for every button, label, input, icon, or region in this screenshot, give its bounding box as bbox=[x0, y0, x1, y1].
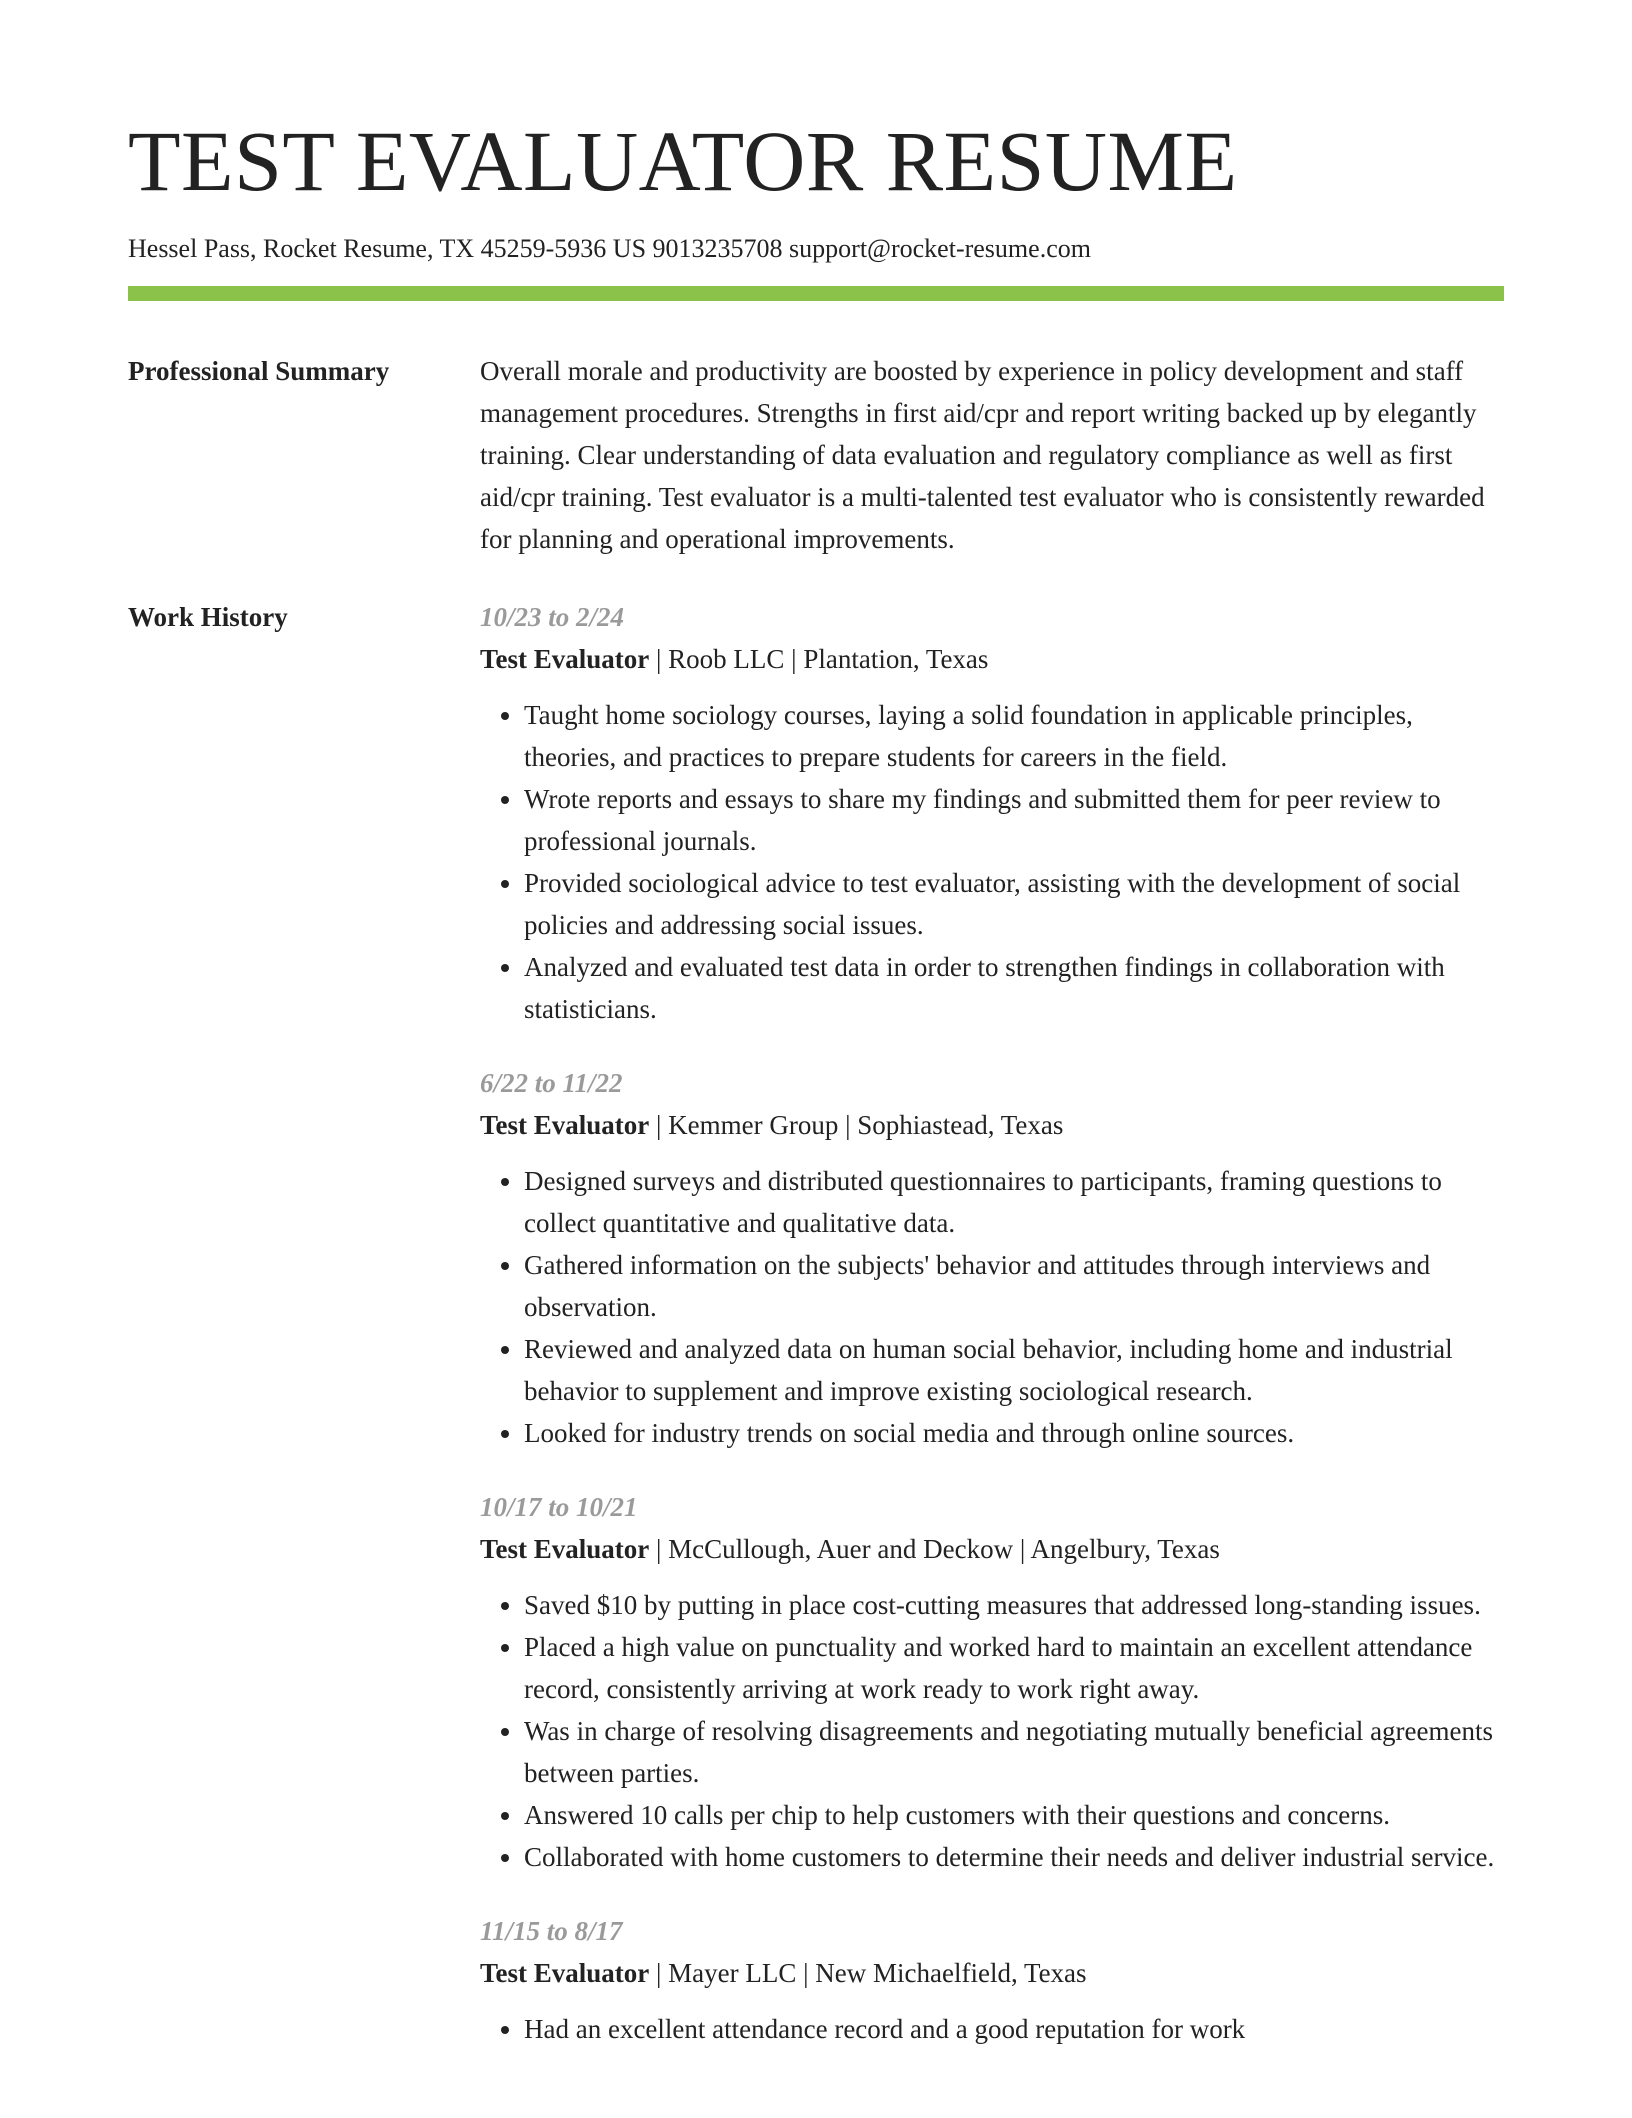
job-bullet-list bbox=[480, 1584, 1504, 1878]
job-bullet: • Designed surveys and distributed questionnaires to participants, framing questions to collect quantitative and qualitative data. bbox=[524, 1160, 1504, 1244]
job-company-location: | Mayer LLC | New Michaelfield, Texas bbox=[649, 1958, 1087, 1988]
job-title: Test Evaluator bbox=[480, 1958, 650, 1988]
job-title: Test Evaluator bbox=[480, 644, 650, 674]
job-company-location: | Kemmer Group | Sophiastead, Texas bbox=[649, 1110, 1064, 1140]
job-entry bbox=[480, 596, 1504, 1030]
job-company-location: | Roob LLC | Plantation, Texas bbox=[649, 644, 989, 674]
job-bullet: • Placed a high value on punctuality and worked hard to maintain an excellent attendance record, consistently arriving at work ready to work right away. bbox=[524, 1626, 1504, 1710]
job-bullet: • Provided sociological advice to test evaluator, assisting with the development of social policies and addressing social issues. bbox=[524, 862, 1504, 946]
job-bullet: • Analyzed and evaluated test data in order to strengthen findings in collaboration with statisticians. bbox=[524, 946, 1504, 1030]
job-entry bbox=[480, 1910, 1504, 2050]
job-dates: 10/17 to 10/21 bbox=[480, 1492, 638, 1522]
job-bullet: • Reviewed and analyzed data on human social behavior, including home and industrial behavior to supplement and improve existing sociological research. bbox=[524, 1328, 1504, 1412]
job-entry bbox=[480, 1062, 1504, 1454]
job-bullet: • Looked for industry trends on social media and through online sources. bbox=[524, 1412, 1504, 1454]
job-list bbox=[480, 596, 1504, 2082]
job-bullet: • Gathered information on the subjects' behavior and attitudes through interviews and observation. bbox=[524, 1244, 1504, 1328]
job-bullet: • Saved $10 by putting in place cost-cutting measures that addressed long-standing issues. bbox=[524, 1584, 1504, 1626]
job-heading bbox=[480, 1528, 1504, 1570]
job-bullet: • Had an excellent attendance record and a good reputation for work bbox=[524, 2008, 1504, 2050]
job-bullet-list bbox=[480, 694, 1504, 1030]
job-heading bbox=[480, 638, 1504, 680]
job-heading bbox=[480, 1104, 1504, 1146]
section-label-work-history: Work History bbox=[128, 602, 288, 632]
work-history-section bbox=[128, 596, 1504, 2082]
job-bullet-list bbox=[480, 1160, 1504, 1454]
summary-text: Overall morale and productivity are boosted by experience in policy development and staff management procedures. Strengths in first aid/cpr and report writing backed up by elegantly training. Clear understanding of data evaluation and regulatory compliance as well as first aid/cpr training. Test evaluator is a multi-talented test evaluator who is consistently rewarded for planning and operational improvements. bbox=[480, 356, 1485, 554]
job-bullet: • Wrote reports and essays to share my findings and submitted them for peer review to professional journals. bbox=[524, 778, 1504, 862]
contact-line: Hessel Pass, Rocket Resume, TX 45259-5936 US 9013235708 support@rocket-resume.com bbox=[128, 234, 1091, 263]
job-dates: 10/23 to 2/24 bbox=[480, 602, 625, 632]
job-heading bbox=[480, 1952, 1504, 1994]
summary-section bbox=[128, 350, 1504, 560]
job-bullet: • Collaborated with home customers to determine their needs and deliver industrial service. bbox=[524, 1836, 1504, 1878]
job-company-location: | McCullough, Auer and Deckow | Angelbury, Texas bbox=[649, 1534, 1220, 1564]
job-entry bbox=[480, 1486, 1504, 1878]
job-dates: 6/22 to 11/22 bbox=[480, 1068, 623, 1098]
accent-divider bbox=[128, 286, 1504, 301]
job-bullet: • Taught home sociology courses, laying a solid foundation in applicable principles, theories, and practices to prepare students for careers in the field. bbox=[524, 694, 1504, 778]
job-bullet: • Answered 10 calls per chip to help customers with their questions and concerns. bbox=[524, 1794, 1504, 1836]
job-title: Test Evaluator bbox=[480, 1110, 650, 1140]
resume-title: TEST EVALUATOR RESUME bbox=[128, 113, 1238, 209]
job-dates: 11/15 to 8/17 bbox=[480, 1916, 623, 1946]
job-bullet-list bbox=[480, 2008, 1504, 2050]
section-label-summary: Professional Summary bbox=[128, 356, 390, 386]
job-title: Test Evaluator bbox=[480, 1534, 650, 1564]
job-bullet: • Was in charge of resolving disagreements and negotiating mutually beneficial agreements between parties. bbox=[524, 1710, 1504, 1794]
resume-content bbox=[128, 350, 1504, 2118]
